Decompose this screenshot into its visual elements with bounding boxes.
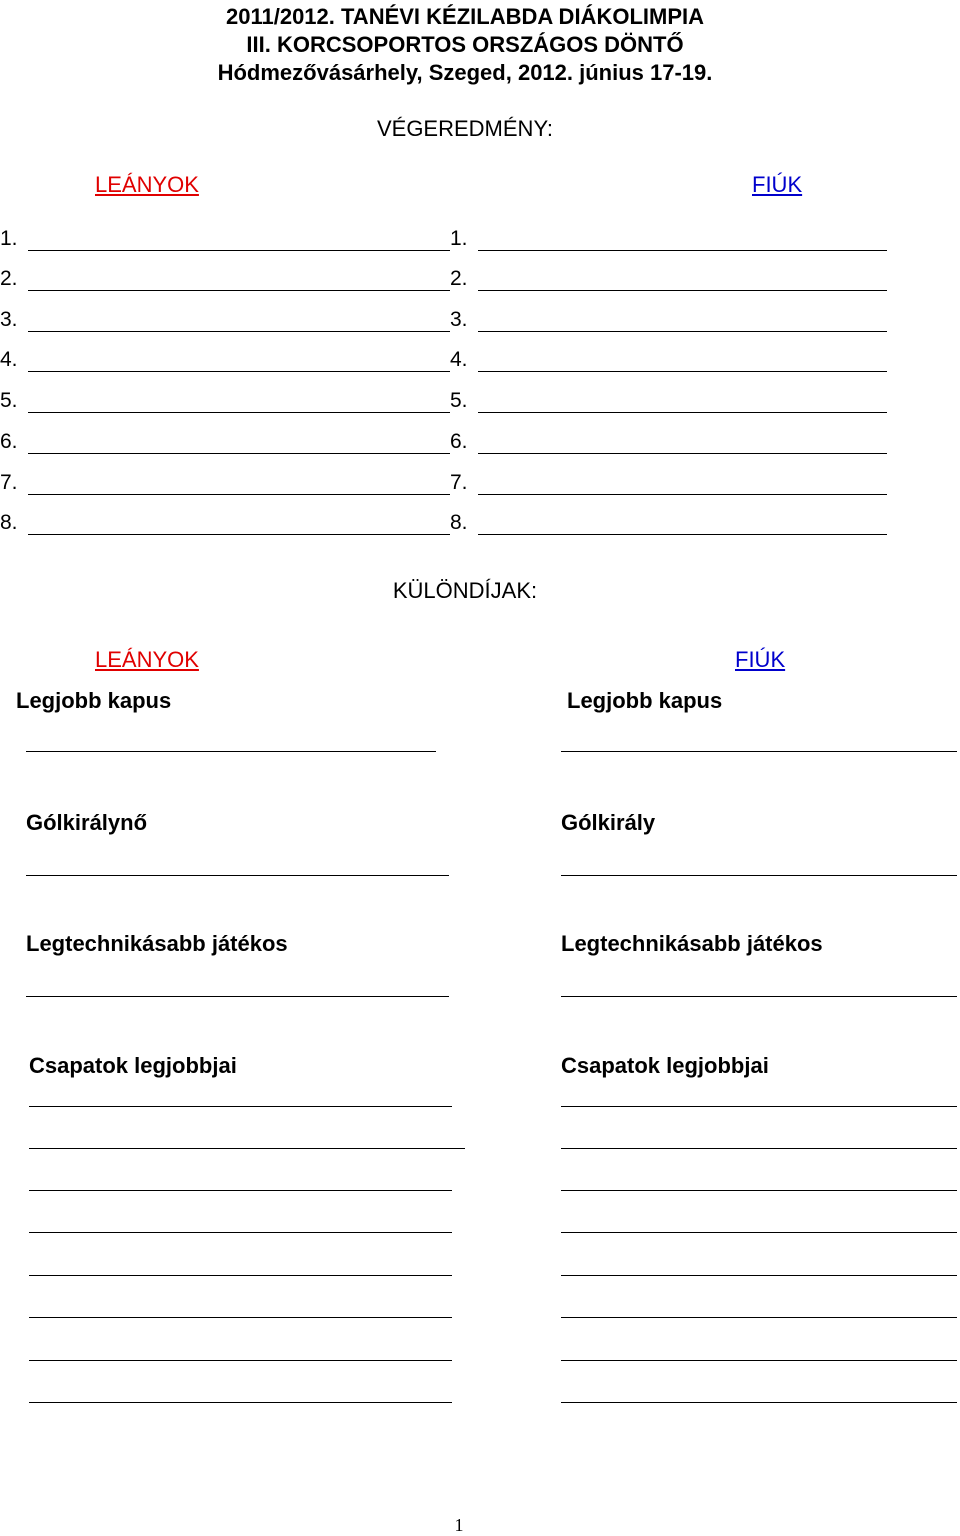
- boys-rank-number: 7.: [450, 471, 468, 494]
- girls-team-best-line: [29, 1190, 452, 1191]
- header-line-2: III. KORCSOPORTOS ORSZÁGOS DÖNTŐ: [246, 32, 684, 57]
- boys-rank-line: [478, 290, 887, 291]
- girls-team-best-line: [29, 1275, 452, 1276]
- header-line-3: Hódmezővásárhely, Szeged, 2012. június 17-19.: [217, 60, 713, 85]
- girls-topscorer-line: [26, 875, 449, 876]
- girls-technical-label: Legtechnikásabb játékos: [26, 931, 288, 956]
- boys-rank-line: [478, 250, 887, 251]
- girls-technical-line: [26, 996, 449, 997]
- boys-rank-number: 6.: [450, 430, 468, 453]
- girls-team-best-line: [29, 1360, 452, 1361]
- girls-rank-line: [28, 290, 450, 291]
- girls-rank-number: 7.: [0, 471, 18, 494]
- boys-rank-line: [478, 371, 887, 372]
- boys-rank-number: 2.: [450, 267, 468, 290]
- boys-topscorer-line: [561, 875, 957, 876]
- boys-team-best-line: [561, 1360, 957, 1361]
- boys-rank-line: [478, 494, 887, 495]
- boys-rank-line: [478, 534, 887, 535]
- boys-team-best-line: [561, 1190, 957, 1191]
- girls-rank-number: 8.: [0, 511, 18, 534]
- boys-team-best-line: [561, 1275, 957, 1276]
- boys-team-best-line: [561, 1232, 957, 1233]
- girls-rank-number: 2.: [0, 267, 18, 290]
- girls-team-best-line: [29, 1232, 452, 1233]
- girls-rank-number: 4.: [0, 348, 18, 371]
- results-title: VÉGEREDMÉNY:: [376, 116, 554, 141]
- girls-topscorer-label: Gólkirálynő: [26, 810, 148, 835]
- girls-rank-line: [28, 453, 450, 454]
- girls-rank-line: [28, 331, 450, 332]
- girls-rank-line: [28, 250, 450, 251]
- girls-team-best-line: [29, 1106, 452, 1107]
- boys-rank-number: 5.: [450, 389, 468, 412]
- boys-team-best-line: [561, 1402, 957, 1403]
- girls-team-best-line: [29, 1317, 452, 1318]
- boys-technical-label: Legtechnikásabb játékos: [561, 931, 823, 956]
- boys-rank-number: 4.: [450, 348, 468, 371]
- girls-rank-line: [28, 534, 450, 535]
- girls-team-best-label: Csapatok legjobbjai: [29, 1053, 237, 1078]
- boys-team-best-line: [561, 1148, 957, 1149]
- results-boys-label: FIÚK: [752, 172, 803, 197]
- girls-rank-number: 6.: [0, 430, 18, 453]
- girls-rank-line: [28, 412, 450, 413]
- boys-goalkeeper-line: [561, 751, 957, 752]
- girls-team-best-line: [29, 1148, 465, 1149]
- girls-rank-number: 1.: [0, 227, 18, 250]
- header-line-1: 2011/2012. TANÉVI KÉZILABDA DIÁKOLIMPIA: [226, 4, 704, 29]
- boys-rank-number: 1.: [450, 227, 468, 250]
- page-number: 1: [454, 1515, 464, 1535]
- boys-rank-line: [478, 331, 887, 332]
- boys-topscorer-label: Gólkirály: [561, 810, 656, 835]
- boys-team-best-line: [561, 1106, 957, 1107]
- awards-title: KÜLÖNDÍJAK:: [392, 578, 538, 603]
- boys-team-best-line: [561, 1317, 957, 1318]
- girls-rank-number: 5.: [0, 389, 18, 412]
- boys-rank-line: [478, 412, 887, 413]
- boys-technical-line: [561, 996, 957, 997]
- awards-boys-label: FIÚK: [735, 647, 786, 672]
- girls-rank-line: [28, 371, 450, 372]
- girls-rank-number: 3.: [0, 308, 18, 331]
- girls-goalkeeper-label: Legjobb kapus: [16, 688, 172, 713]
- awards-girls-label: LEÁNYOK: [95, 647, 199, 672]
- boys-rank-number: 8.: [450, 511, 468, 534]
- boys-team-best-label: Csapatok legjobbjai: [561, 1053, 769, 1078]
- boys-goalkeeper-label: Legjobb kapus: [567, 688, 723, 713]
- girls-team-best-line: [29, 1402, 452, 1403]
- results-girls-label: LEÁNYOK: [95, 172, 199, 197]
- boys-rank-number: 3.: [450, 308, 468, 331]
- girls-goalkeeper-line: [26, 751, 436, 752]
- girls-rank-line: [28, 494, 450, 495]
- boys-rank-line: [478, 453, 887, 454]
